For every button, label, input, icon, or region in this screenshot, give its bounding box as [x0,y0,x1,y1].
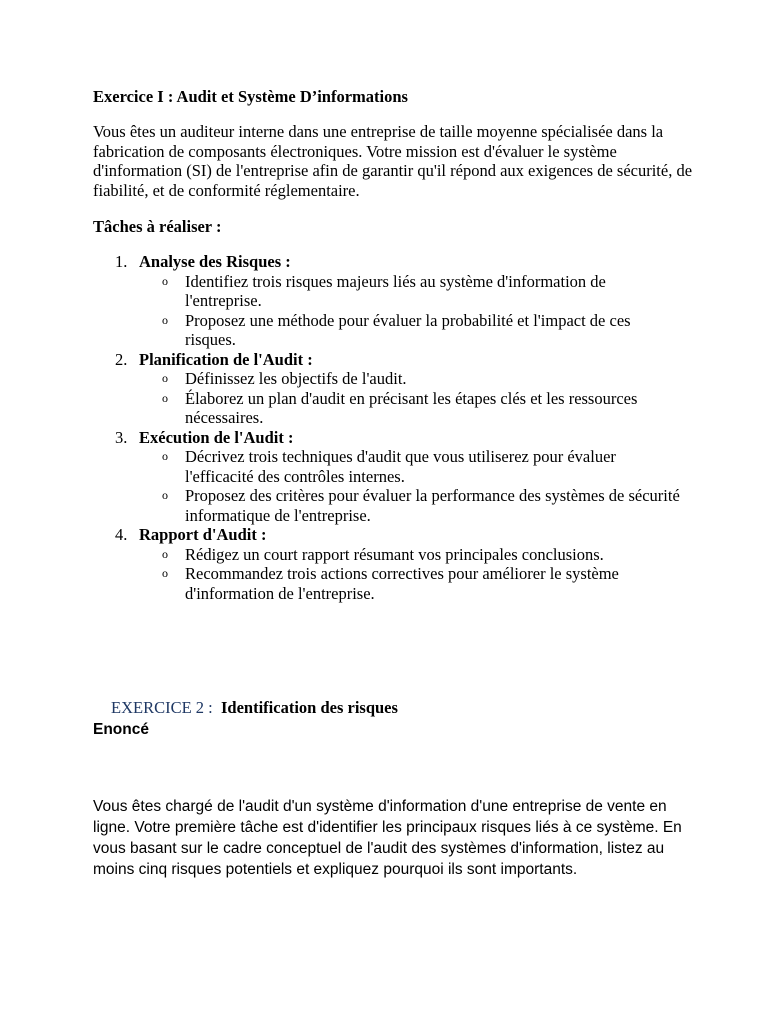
list-item-text: Identifiez trois risques majeurs liés au système d'information de l'entreprise. [185,271,606,310]
list-item-text: Proposez des critères pour évaluer la performance des systèmes de sécurité informatique de l'entreprise. [185,486,680,525]
task-title: Rapport d'Audit : [139,525,267,544]
sub-list [139,272,693,350]
exercise-2-label: EXERCICE 2 : [111,698,213,717]
task-title: Analyse des Risques : [139,252,291,271]
bullet-icon: o [162,546,168,561]
task-item [93,525,693,603]
sub-list [139,447,693,525]
exercise-2 [93,697,693,741]
list-item [139,389,685,428]
task-number: 4. [115,525,128,544]
task-number: 2. [115,349,128,369]
list-item [139,311,685,350]
exercise-2-heading [93,697,693,719]
list-item [139,369,685,389]
list-item [139,486,685,525]
sub-list [139,369,693,428]
task-title: Planification de l'Audit : [139,349,313,369]
task-number: 1. [115,252,128,271]
exercise-2-body: Vous êtes chargé de l'audit d'un système d'information d'une entreprise de vente en ligne. Votre première tâche est d'identifier les principaux risques liés à ce système. En vous basant sur le cadre conceptuel de l'audit des systèmes d'information, listez au moins cinq risques potentiels et expliquez pourquoi ils sont importants. [93,798,682,878]
task-title: Exécution de l'Audit : [139,427,294,447]
list-item [139,545,685,565]
bullet-icon: o [162,312,168,327]
enonce-heading: Enoncé [93,721,149,738]
exercise-1-title: Exercice I : Audit et Système D’informations [93,87,408,106]
bullet-icon: o [162,566,168,580]
tasks-heading: Tâches à réaliser : [93,217,222,236]
bullet-icon: o [162,488,168,502]
list-item-text: Recommandez trois actions correctives pour améliorer le système d'information de l'entreprise. [185,564,619,603]
list-item [139,564,685,603]
list-item-text: Proposez une méthode pour évaluer la probabilité et l'impact de ces risques. [185,310,631,349]
list-item-text: Décrivez trois techniques d'audit que vous utiliserez pour évaluer l'efficacité des contrôles internes. [185,447,616,486]
list-item [139,447,685,486]
exercise-1 [93,86,693,603]
list-item-text: Définissez les objectifs de l'audit. [185,369,407,388]
list-item-text: Élaborez un plan d'audit en précisant les étapes clés et les ressources nécessaires. [185,388,638,427]
task-number: 3. [115,427,128,447]
bullet-icon: o [162,371,168,385]
exercise-2-title: Identification des risques [221,698,398,717]
task-item [93,252,693,350]
task-item [93,350,693,428]
bullet-icon: o [162,390,168,405]
bullet-icon: o [162,449,168,463]
sub-list [139,545,693,604]
task-item [93,428,693,526]
exercise-1-intro: Vous êtes un auditeur interne dans une entreprise de taille moyenne spécialisée dans la fabrication de composants électroniques. Votre mission est d'évaluer le système d'information (SI) de l'entreprise afin de garantir qu'il répond aux exigences de sécurité, de fiabilité, et de conformité réglementaire. [93,122,693,200]
list-item-text: Rédigez un court rapport résumant vos principales conclusions. [185,544,604,564]
list-item [139,272,685,311]
task-list [93,252,693,603]
bullet-icon: o [162,273,168,288]
